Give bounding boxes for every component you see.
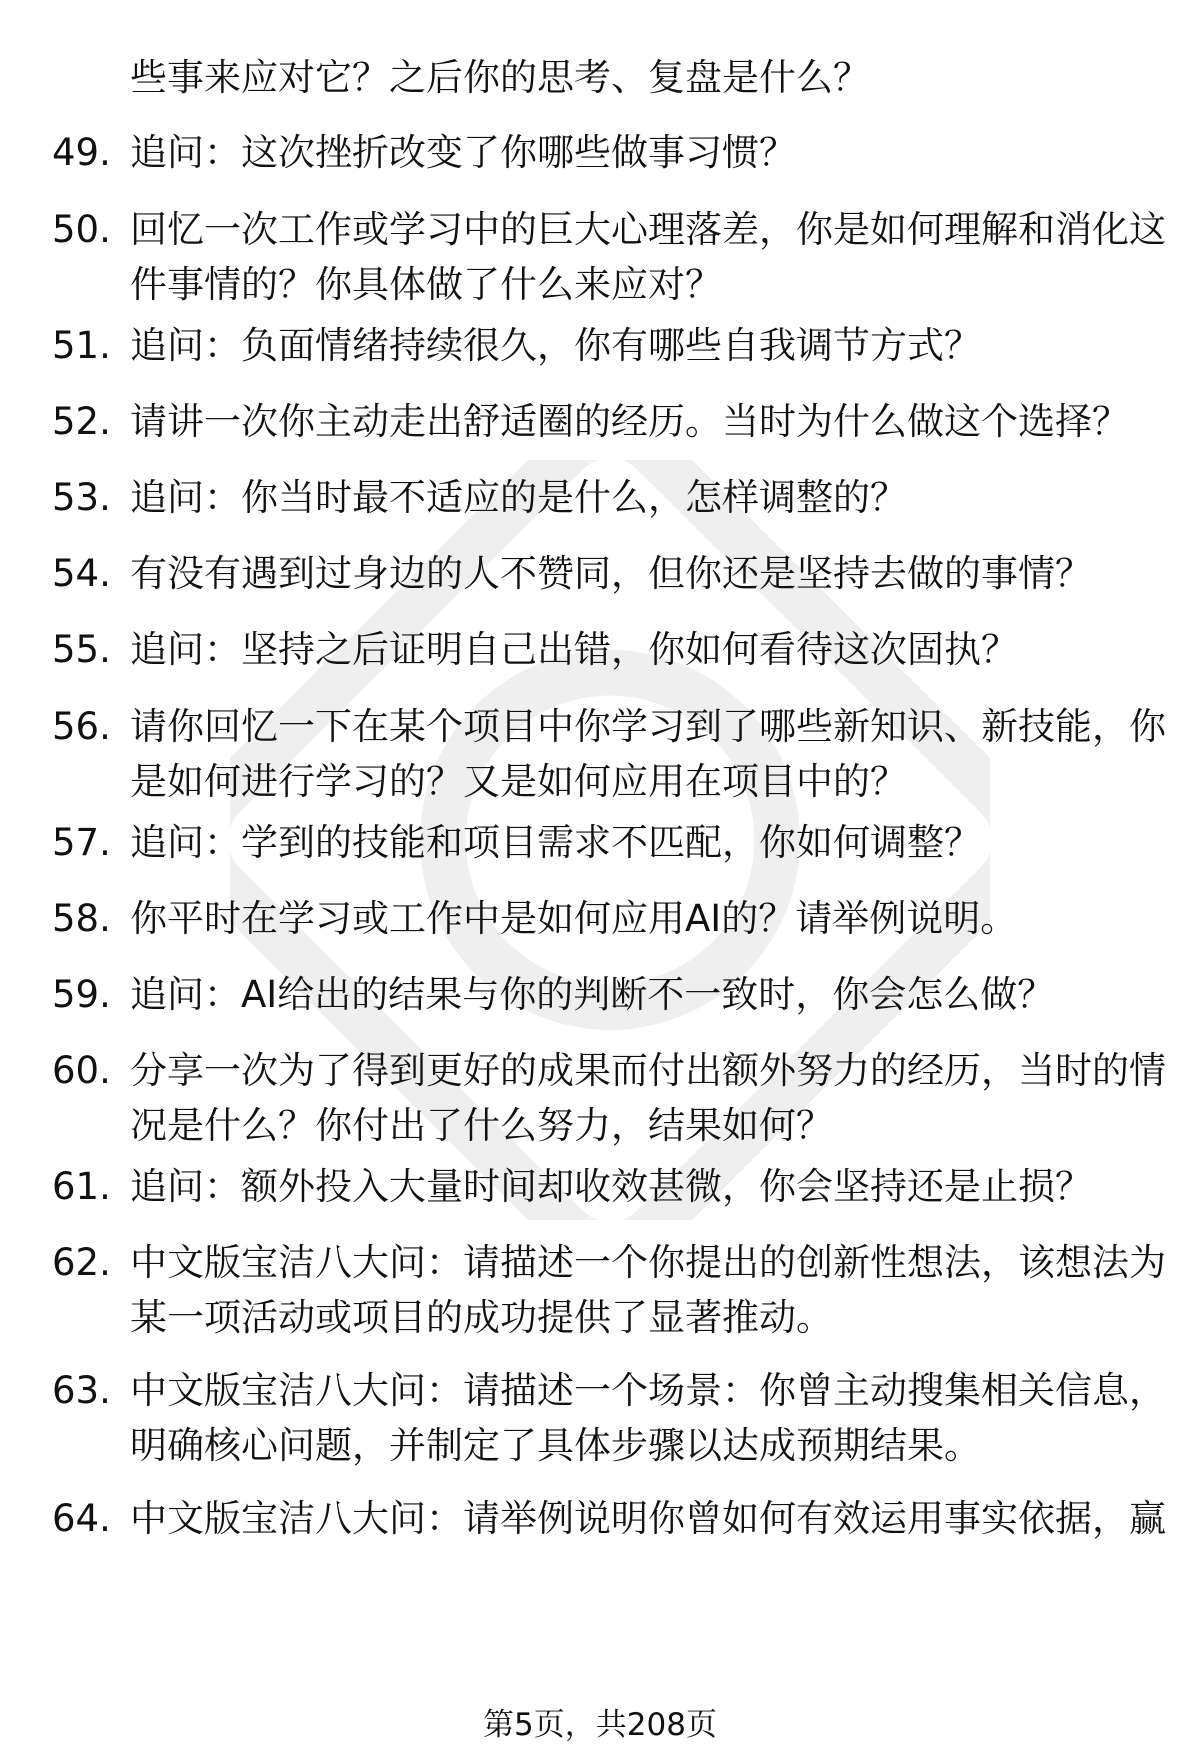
item-number: 60. xyxy=(52,1049,111,1092)
item-line: 有没有遇到过身边的人不赞同，但你还是坚持去做的事情？ xyxy=(130,552,1092,595)
item-line: 请讲一次你主动走出舒适圈的经历。当时为什么做这个选择？ xyxy=(130,400,1129,443)
item-text xyxy=(130,699,1166,809)
item-line: 明确核心问题，并制定了具体步骤以达成预期结果。 xyxy=(130,1424,981,1467)
item-number: 62. xyxy=(52,1241,111,1284)
item-text xyxy=(130,1363,1166,1473)
item-text xyxy=(130,622,1150,677)
item-number: 52. xyxy=(52,400,111,443)
item-line: 追问：AI给出的结果与你的判断不一致时，你会怎么做？ xyxy=(130,973,1055,1016)
item-text xyxy=(130,1491,1166,1546)
item-text xyxy=(130,318,1150,373)
item-number: 57. xyxy=(52,821,111,864)
item-number: 50. xyxy=(52,208,111,251)
item-line: 请你回忆一下在某个项目中你学习到了哪些新知识、新技能，你 xyxy=(130,705,1166,748)
item-line: 分享一次为了得到更好的成果而付出额外努力的经历，当时的情 xyxy=(130,1049,1166,1092)
item-line: 中文版宝洁八大问：请描述一个场景：你曾主动搜集相关信息， xyxy=(130,1369,1166,1412)
item-line: 追问：这次挫折改变了你哪些做事习惯？ xyxy=(130,131,796,174)
item-number: 61. xyxy=(52,1165,111,1208)
item-line: 回忆一次工作或学习中的巨大心理落差，你是如何理解和消化这 xyxy=(130,208,1166,251)
item-number: 64. xyxy=(52,1497,111,1540)
item-number: 53. xyxy=(52,476,111,519)
item-line: 追问：坚持之后证明自己出错，你如何看待这次固执？ xyxy=(130,628,1018,671)
item-number: 56. xyxy=(52,705,111,748)
item-line: 件事情的？你具体做了什么来应对？ xyxy=(130,263,722,306)
item-text xyxy=(130,1043,1166,1153)
item-text xyxy=(130,967,1150,1022)
item-text xyxy=(130,470,1150,525)
continuation-line: 些事来应对它？之后你的思考、复盘是什么？ xyxy=(130,56,870,99)
item-line: 追问：负面情绪持续很久，你有哪些自我调节方式？ xyxy=(130,324,981,367)
item-text xyxy=(130,546,1150,601)
item-line: 你平时在学习或工作中是如何应用AI的？请举例说明。 xyxy=(130,897,1018,940)
item-number: 49. xyxy=(52,131,111,174)
item-number: 63. xyxy=(52,1369,111,1412)
item-number: 59. xyxy=(52,973,111,1016)
item-line: 追问：额外投入大量时间却收效甚微，你会坚持还是止损？ xyxy=(130,1165,1092,1208)
item-number: 51. xyxy=(52,324,111,367)
item-text xyxy=(130,815,1150,870)
item-line: 况是什么？你付出了什么努力，结果如何？ xyxy=(130,1104,833,1147)
item-text xyxy=(130,891,1150,946)
item-line: 某一项活动或项目的成功提供了显著推动。 xyxy=(130,1296,833,1339)
item-text xyxy=(130,1159,1150,1214)
item-number: 55. xyxy=(52,628,111,671)
item-text xyxy=(130,125,1150,180)
item-text xyxy=(130,394,1150,449)
item-number: 54. xyxy=(52,552,111,595)
item-line: 追问：你当时最不适应的是什么，怎样调整的？ xyxy=(130,476,907,519)
item-line: 中文版宝洁八大问：请描述一个你提出的创新性想法，该想法为 xyxy=(130,1241,1166,1284)
item-text xyxy=(130,1235,1166,1345)
item-text xyxy=(130,202,1166,312)
item-line: 中文版宝洁八大问：请举例说明你曾如何有效运用事实依据，赢 xyxy=(130,1497,1166,1540)
item-line: 追问：学到的技能和项目需求不匹配，你如何调整？ xyxy=(130,821,981,864)
item-line: 是如何进行学习的？又是如何应用在项目中的？ xyxy=(130,760,907,803)
page-footer: 第5页，共208页 xyxy=(483,1707,717,1743)
item-number: 58. xyxy=(52,897,111,940)
